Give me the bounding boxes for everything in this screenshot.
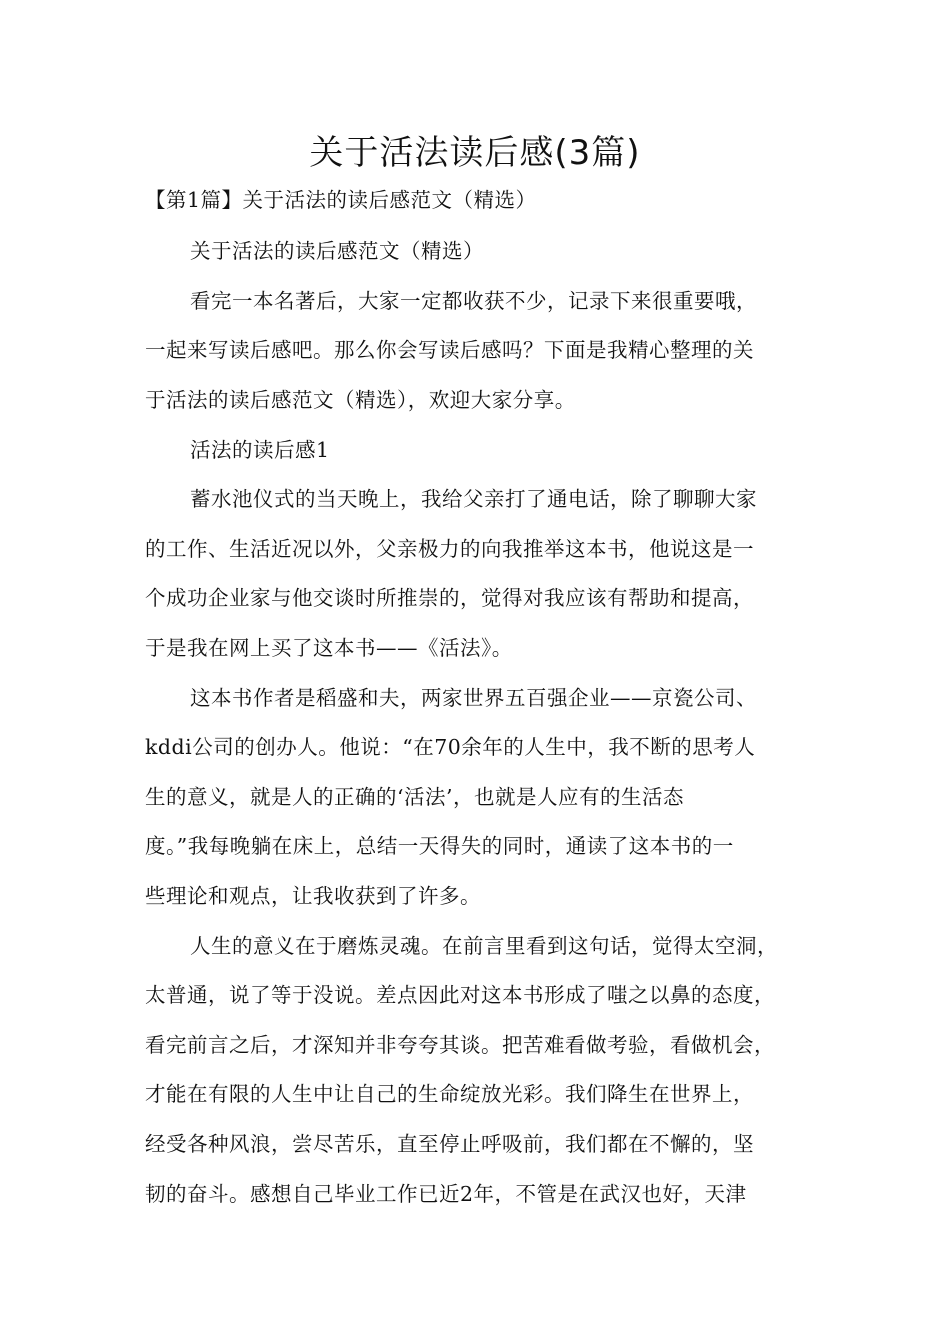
paragraph-line: 才能在有限的人生中让自己的生命绽放光彩。我们降生在世界上， <box>145 1082 754 1106</box>
paragraph-line: 人生的意义在于磨炼灵魂。在前言里看到这句话，觉得太空洞， <box>190 934 778 958</box>
paragraph-line: 韧的奋斗。感想自己毕业工作已近2年，不管是在武汉也好，天津 <box>145 1182 747 1206</box>
paragraph-line: 生的意义，就是人的正确的‘活法’，也就是人应有的生活态 <box>145 785 685 809</box>
paragraph-line: 一起来写读后感吧。那么你会写读后感吗？下面是我精心整理的关 <box>145 338 754 362</box>
document-title: 关于活法读后感(3篇) <box>309 133 641 173</box>
paragraph-line: 个成功企业家与他交谈时所推崇的，觉得对我应该有帮助和提高， <box>145 586 754 610</box>
paragraph-line: 经受各种风浪，尝尽苦乐，直至停止呼吸前，我们都在不懈的，坚 <box>145 1132 754 1156</box>
paragraph-line: 蓄水池仪式的当天晚上，我给父亲打了通电话，除了聊聊大家 <box>190 487 757 511</box>
paragraph-line: 看完前言之后，才深知并非夸夸其谈。把苦难看做考验，看做机会， <box>145 1033 775 1057</box>
paragraph-line: kddi公司的创办人。他说：“在70余年的人生中，我不断的思考人 <box>145 735 756 759</box>
section-heading: 【第1篇】关于活法的读后感范文（精选） <box>145 188 537 212</box>
paragraph-line: 于是我在网上买了这本书——《活法》。 <box>145 636 513 660</box>
paragraph-line: 这本书作者是稻盛和夫，两家世界五百强企业——京瓷公司、 <box>190 686 757 710</box>
paragraph-line: 于活法的读后感范文（精选），欢迎大家分享。 <box>145 388 576 412</box>
paragraph-line: 些理论和观点，让我收获到了许多。 <box>145 884 481 908</box>
article-title: 关于活法的读后感范文（精选） <box>190 239 484 263</box>
paragraph-line: 的工作、生活近况以外，父亲极力的向我推举这本书，他说这是一 <box>145 537 754 561</box>
paragraph-line: 看完一本名著后，大家一定都收获不少，记录下来很重要哦， <box>190 289 757 313</box>
paragraph-line: 度。”我每晚躺在床上，总结一天得失的同时，通读了这本书的一 <box>145 834 734 858</box>
subsection-heading: 活法的读后感1 <box>190 438 330 462</box>
paragraph-line: 太普通，说了等于没说。差点因此对这本书形成了嗤之以鼻的态度， <box>145 983 775 1007</box>
